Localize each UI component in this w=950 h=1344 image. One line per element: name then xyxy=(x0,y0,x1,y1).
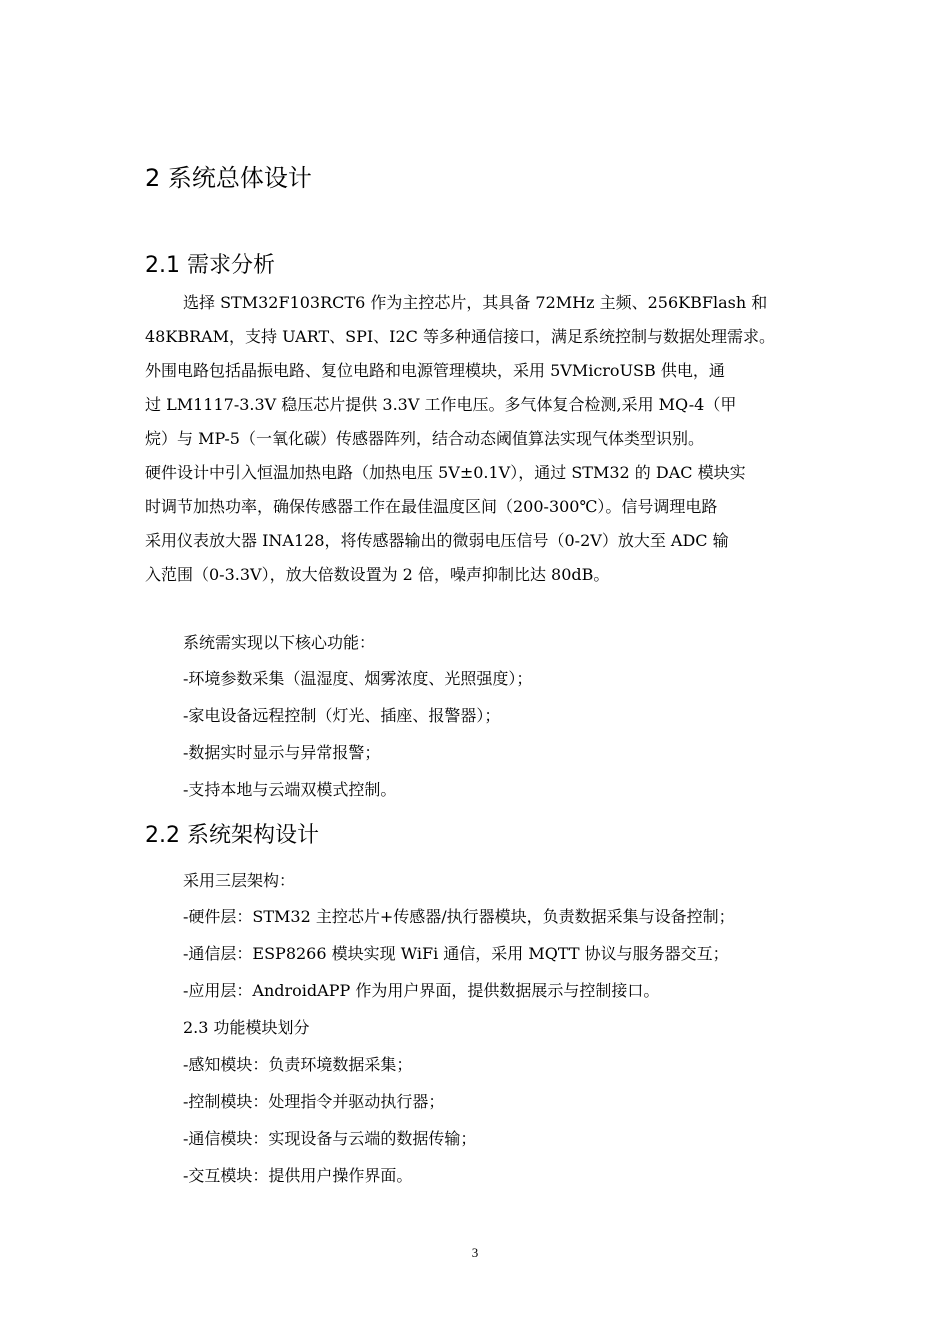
function-item: -环境参数采集（温湿度、烟雾浓度、光照强度）； xyxy=(183,669,533,688)
function-item: -支持本地与云端双模式控制。 xyxy=(183,780,397,799)
module-item: -感知模块：负责环境数据采集； xyxy=(183,1055,413,1074)
module-item: -交互模块：提供用户操作界面。 xyxy=(183,1166,413,1185)
module-heading: 2.3 功能模块划分 xyxy=(183,1018,310,1037)
module-item: -通信模块：实现设备与云端的数据传输； xyxy=(183,1129,477,1148)
paragraph-line: 硬件设计中引入恒温加热电路（加热电压 5V±0.1V），通过 STM32 的 DAC 模块实 xyxy=(145,463,746,482)
function-item: -家电设备远程控制（灯光、插座、报警器）； xyxy=(183,706,501,725)
architecture-item: -硬件层：STM32 主控芯片+传感器/执行器模块，负责数据采集与设备控制； xyxy=(183,907,735,926)
paragraph-line: 时调节加热功率，确保传感器工作在最佳温度区间（200-300℃）。信号调理电路 xyxy=(145,497,718,516)
architecture-item: -通信层：ESP8266 模块实现 WiFi 通信，采用 MQTT 协议与服务器交互； xyxy=(183,944,729,963)
paragraph-line: 采用仪表放大器 INA128，将传感器输出的微弱电压信号（0-2V）放大至 ADC 输 xyxy=(145,531,729,550)
paragraph-line: 48KBRAM，支持 UART、SPI、I2C 等多种通信接口，满足系统控制与数据处理需求。 xyxy=(145,327,776,346)
section-heading-architecture: 2.2 系统架构设计 xyxy=(145,823,319,848)
requirements-paragraph xyxy=(145,286,805,592)
paragraph-line: 烷）与 MP-5（一氧化碳）传感器阵列，结合动态阈值算法实现气体类型识别。 xyxy=(145,429,704,448)
architecture-intro: 采用三层架构： xyxy=(183,871,296,890)
paragraph-line: 外围电路包括晶振电路、复位电路和电源管理模块，采用 5VMicroUSB 供电，通 xyxy=(145,361,725,380)
architecture-item: -应用层：AndroidAPP 作为用户界面，提供数据展示与控制接口。 xyxy=(183,981,660,1000)
module-item: -控制模块：处理指令并驱动执行器； xyxy=(183,1092,445,1111)
function-item: -数据实时显示与异常报警； xyxy=(183,743,381,762)
paragraph-line: 入范围（0-3.3V），放大倍数设置为 2 倍，噪声抑制比达 80dB。 xyxy=(145,565,610,584)
chapter-heading: 2 系统总体设计 xyxy=(145,164,312,192)
paragraph-line: 选择 STM32F103RCT6 作为主控芯片，其具备 72MHz 主频、256KBFlash 和 xyxy=(183,293,768,312)
function-intro: 系统需实现以下核心功能： xyxy=(183,633,376,652)
section-heading-requirements: 2.1 需求分析 xyxy=(145,253,275,278)
paragraph-line: 过 LM1117-3.3V 稳压芯片提供 3.3V 工作电压。多气体复合检测,采用 MQ-4（甲 xyxy=(145,395,737,414)
page-number: 3 xyxy=(471,1245,479,1260)
